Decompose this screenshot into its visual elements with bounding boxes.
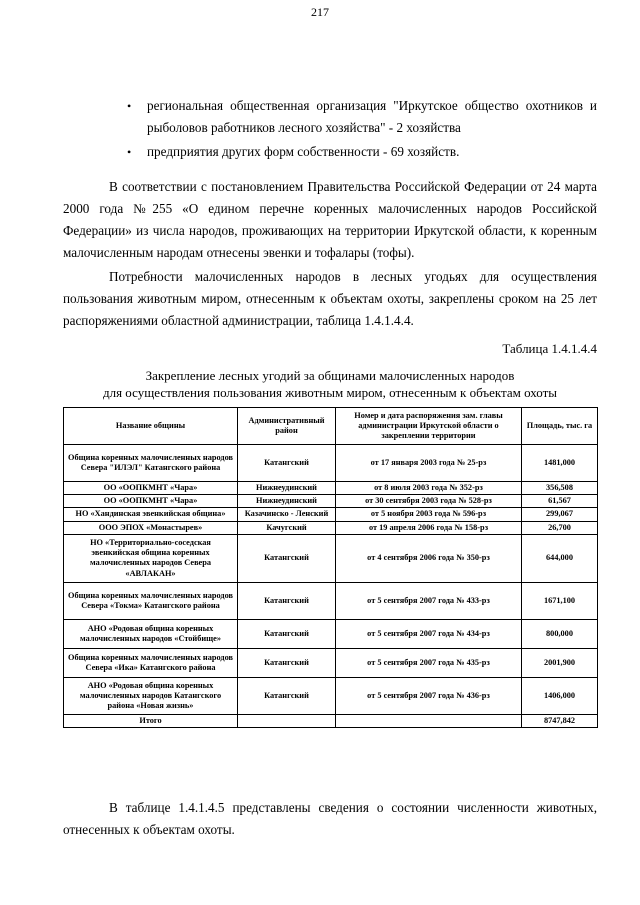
table-row [64,582,598,619]
cell-area: 356,508 [522,482,598,495]
table-row [64,508,598,521]
cell-district: Катангский [238,619,336,648]
cell-district: Казачинско - Ленский [238,508,336,521]
cell-district: Качугский [238,521,336,534]
cell-name: НО «Территориально-соседская эвенкийская община коренных малочисленных народов Севера «АВЛАКАН» [64,534,238,582]
bullet-item [127,141,597,163]
table-row [64,534,598,582]
cell-name: АНО «Родовая община коренных малочисленных народов Катангского района «Новая жизнь» [64,677,238,714]
header-name: Название общины [64,408,238,445]
cell-area: 644,000 [522,534,598,582]
cell-order: от 5 ноября 2003 года № 596-рз [336,508,522,521]
cell-area: 1406,000 [522,677,598,714]
table-title-line: Закрепление лесных угодий за общинами малочисленных народов [145,368,515,383]
cell-district: Нижнеудинский [238,482,336,495]
paragraph-table-reference: В таблице 1.4.1.4.5 представлены сведения о состоянии численности животных, отнесенных к объектам охоты. [63,800,597,837]
table-row [64,648,598,677]
cell-order: от 5 сентября 2007 года № 436-рз [336,677,522,714]
bullet-item [127,95,597,139]
bullet-list [127,95,597,165]
cell-order: от 5 сентября 2007 года № 435-рз [336,648,522,677]
cell-area: 1481,000 [522,445,598,482]
cell-district: Катангский [238,648,336,677]
table-row [64,495,598,508]
cell-district: Катангский [238,445,336,482]
table-header-row [64,408,598,445]
total-label: Итого [64,714,238,727]
cell-area: 1671,100 [522,582,598,619]
cell-order: от 17 января 2003 года № 25-рз [336,445,522,482]
cell-district: Катангский [238,582,336,619]
table-row [64,482,598,495]
table-row [64,677,598,714]
total-empty-cell [238,714,336,727]
cell-name: АНО «Родовая община коренных малочисленных народов «Стойбище» [64,619,238,648]
bullet-icon: • [127,99,132,113]
table-row [64,445,598,482]
cell-order: от 5 сентября 2007 года № 434-рз [336,619,522,648]
cell-order: от 5 сентября 2007 года № 433-рз [336,582,522,619]
cell-area: 61,567 [522,495,598,508]
table-number: Таблица 1.4.1.4.4 [502,341,597,356]
table-title [63,367,597,401]
total-area: 8747,842 [522,714,598,727]
cell-name: ООО ЭПОХ «Монастырев» [64,521,238,534]
cell-order: от 8 июля 2003 года № 352-рз [336,482,522,495]
bullet-text: предприятия других форм собственности - 69 хозяйств. [147,144,460,159]
land-allocation-table [63,407,598,728]
header-order: Номер и дата распоряжения зам. главы администрации Иркутской области о закреплении территории [336,408,522,445]
bullet-text: региональная общественная организация "Иркутское общество охотников и рыболовов работников лесного хозяйства" - 2 хозяйства [147,98,597,135]
cell-district: Нижнеудинский [238,495,336,508]
paragraph-needs: Потребности малочисленных народов в лесных угодьях для осуществления пользования животным миром, отнесенным к объектам охоты, закреплены сроком на 25 лет распоряжениями областной администрации, таблица 1.4.1.4.4. [63,269,597,328]
cell-order: от 30 сентября 2003 года № 528-рз [336,495,522,508]
cell-order: от 19 апреля 2006 года № 158-рз [336,521,522,534]
table-body [64,445,598,715]
cell-area: 2001,900 [522,648,598,677]
cell-name: ОО «ООПКМНТ «Чара» [64,482,238,495]
cell-name: Община коренных малочисленных народов Севера "ИЛЭЛ" Катангского района [64,445,238,482]
cell-order: от 4 сентября 2006 года № 350-рз [336,534,522,582]
total-empty-cell [336,714,522,727]
table-total-row [64,714,598,727]
header-district: Административный район [238,408,336,445]
cell-name: НО «Хандинская эвенкийская община» [64,508,238,521]
bullet-icon: • [127,145,132,159]
table-row [64,521,598,534]
paragraph-resolution: В соответствии с постановлением Правительства Российской Федерации от 24 марта 2000 года №255 «О едином перечне коренных малочисленных народов Российской Федерации» из числа народов, проживающих на территории Иркутской области, к коренным малочисленным народам отнесены эвенки и тофалары (тофы). [63,179,597,260]
cell-area: 299,067 [522,508,598,521]
cell-name: ОО «ООПКМНТ «Чара» [64,495,238,508]
page-number: 217 [311,5,329,19]
cell-name: Община коренных малочисленных народов Севера «Ика» Катангского района [64,648,238,677]
cell-district: Катангский [238,534,336,582]
table-row [64,619,598,648]
cell-name: Община коренных малочисленных народов Севера «Токма» Катангского района [64,582,238,619]
cell-district: Катангский [238,677,336,714]
table-title-line: для осуществления пользования животным миром, отнесенным к объектам охоты [102,385,558,400]
header-area: Площадь, тыс. га [522,408,598,445]
cell-area: 26,700 [522,521,598,534]
cell-area: 800,000 [522,619,598,648]
